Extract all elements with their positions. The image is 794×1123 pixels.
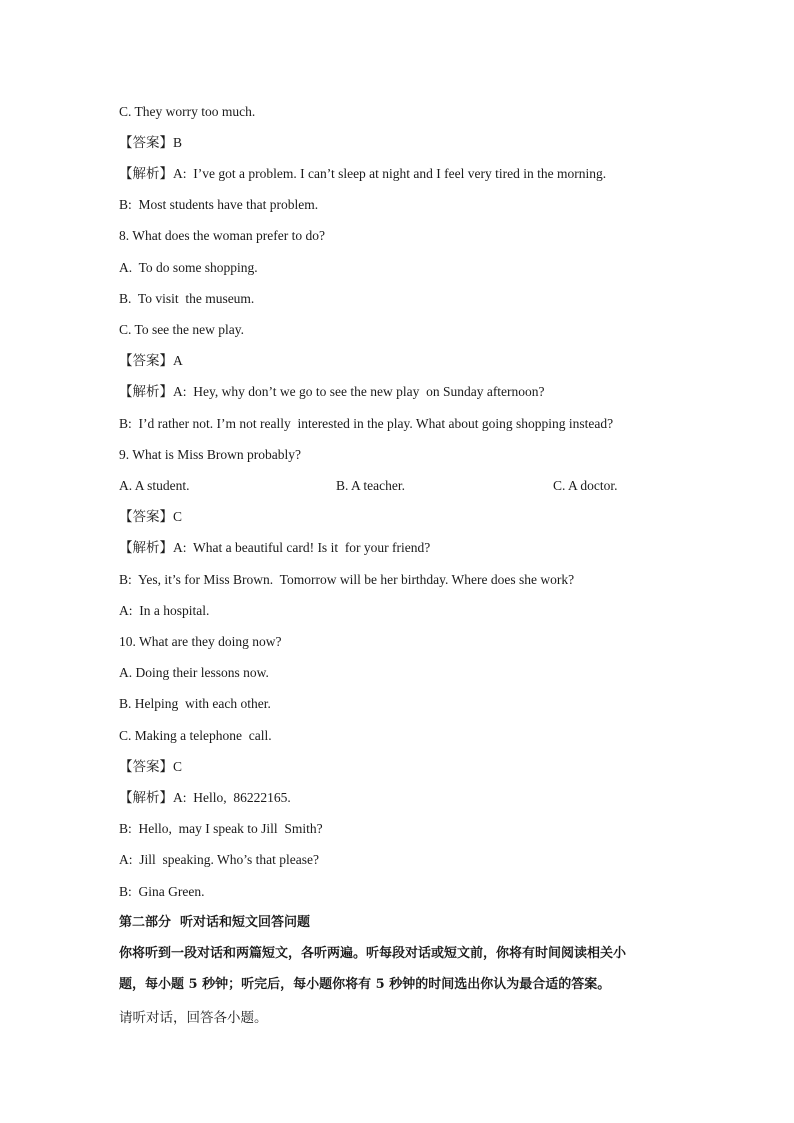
section-instruction: 请听对话，回答各小题。 [119, 1010, 268, 1025]
answer-line: 【答案】C [119, 509, 183, 524]
dialogue-line: B: Most students have that problem. [119, 197, 319, 212]
dialogue-line: A: In a hospital. [119, 603, 210, 618]
q9-option-a: A. A student. [119, 478, 190, 493]
option-line: C. They worry too much. [119, 104, 256, 119]
q9-option-b: B. A teacher. [336, 478, 405, 493]
dialogue-line: B: I’d rather not. I’m not really interested in the play. What about going shopping instead? [119, 416, 614, 431]
question-8: 8. What does the woman prefer to do? [119, 228, 325, 243]
answer-line: 【答案】B [119, 135, 183, 150]
answer-line: 【答案】A [119, 353, 183, 368]
dialogue-line: B: Hello, may I speak to Jill Smith? [119, 821, 323, 836]
section-heading: 第二部分 听对话和短文回答问题 [119, 915, 311, 930]
analysis-line: 【解析】A: Hello, 86222165. [119, 790, 291, 805]
answer-line: 【答案】C [119, 759, 183, 774]
option-line: C. To see the new play. [119, 322, 245, 337]
section-intro-line: 题，每小题 5 秒钟；听完后，每小题你将有 5 秒钟的时间选出你认为最合适的答案。 [119, 977, 611, 992]
dialogue-line: B: Yes, it’s for Miss Brown. Tomorrow will be her birthday. Where does she work? [119, 572, 575, 587]
q9-option-c: C. A doctor. [553, 478, 618, 493]
dialogue-line: A: Jill speaking. Who’s that please? [119, 852, 319, 867]
option-line: A. To do some shopping. [119, 260, 258, 275]
dialogue-line: B: Gina Green. [119, 884, 205, 899]
question-10: 10. What are they doing now? [119, 634, 282, 649]
section-intro-line: 你将听到一段对话和两篇短文，各听两遍。听每段对话或短文前，你将有时间阅读相关小 [119, 946, 627, 961]
analysis-line: 【解析】A: What a beautiful card! Is it for your friend? [119, 540, 431, 555]
option-line: B. To visit the museum. [119, 291, 255, 306]
option-line: A. Doing their lessons now. [119, 665, 269, 680]
option-line: B. Helping with each other. [119, 696, 271, 711]
option-line: C. Making a telephone call. [119, 728, 272, 743]
question-9: 9. What is Miss Brown probably? [119, 447, 301, 462]
analysis-line: 【解析】A: Hey, why don’t we go to see the new play on Sunday afternoon? [119, 384, 545, 399]
analysis-line: 【解析】A: I’ve got a problem. I can’t sleep at night and I feel very tired in the morning. [119, 166, 607, 181]
